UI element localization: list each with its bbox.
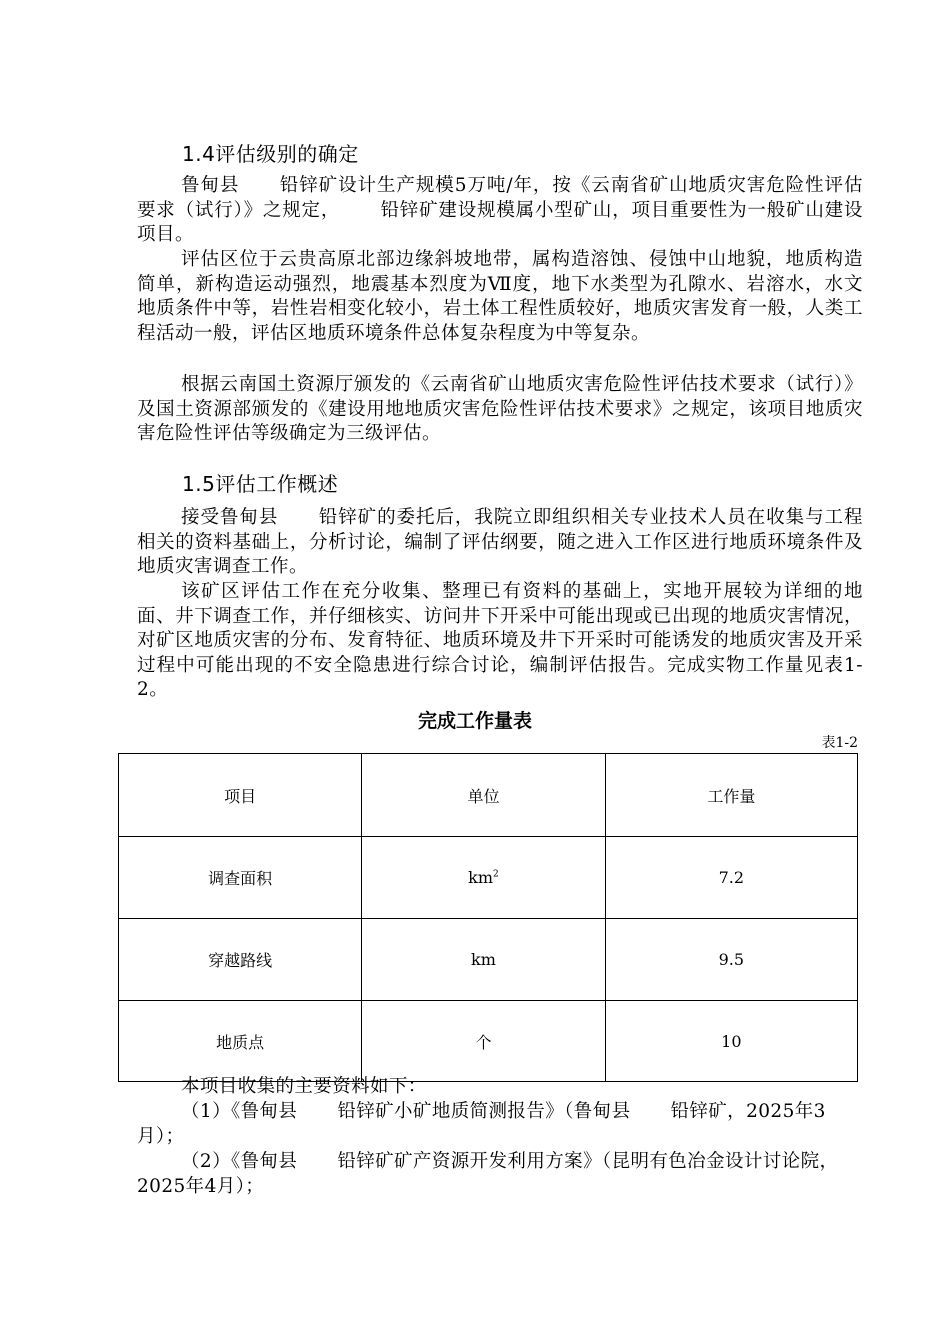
materials-intro: 本项目收集的主要资料如下： — [181, 1076, 427, 1097]
paragraph: 评估区位于云贵高原北部边缘斜坡地带，属构造溶蚀、侵蚀中山地貌，地质构造简单，新构造运动强烈，地震基本烈度为Ⅶ度，地下水类型为孔隙水、岩溶水，水文地质条件中等，岩性岩相变化较小，岩土体工程性质较好，地质灾害发育一般，人类工程活动一般，评估区地质环境条件总体复杂程度为中等复杂。 — [137, 249, 863, 344]
table-cell — [362, 919, 605, 1001]
unit-text: 个 — [475, 1032, 492, 1052]
materials-item — [137, 1150, 867, 1199]
table-cell: 调查面积 — [119, 837, 362, 919]
text: 铅锌矿小矿地质简测报告》（鲁甸县 — [337, 1101, 631, 1122]
text: （2）《鲁甸县 — [181, 1151, 298, 1172]
unit-text: km — [468, 868, 494, 887]
workload-table — [118, 753, 858, 1082]
table-row — [119, 837, 858, 919]
table-cell: 7.2 — [605, 837, 857, 919]
paragraph: 该矿区评估工作在充分收集、整理已有资料的基础上，实地开展较为详细的地面、井下调查工作，并仔细核实、访问井下开采中可能出现或已出现的地质灾害情况，对矿区地质灾害的分布、发育特征、地质环境及井下开采时可能诱发的地质灾害及开采过程中可能出现的不安全隐患进行综合讨论，编制评估报告。完成实物工作量见表1-2。 — [137, 581, 863, 700]
text: 铅锌矿，2025年3月）； — [137, 1101, 826, 1147]
text: 接受鲁甸县 — [181, 507, 279, 528]
table-cell: 10 — [605, 1001, 857, 1082]
paragraph — [137, 506, 863, 580]
table-number: 表1-2 — [821, 735, 858, 751]
text: （1）《鲁甸县 — [181, 1101, 298, 1122]
table-header-row — [119, 754, 858, 837]
materials-item — [137, 1100, 867, 1149]
paragraph: 根据云南国土资源厅颁发的《云南省矿山地质灾害危险性评估技术要求（试行）》及国土资源部颁发的《建设用地地质灾害危险性评估技术要求》之规定，该项目地质灾害危险性评估等级确定为三级评估。 — [137, 374, 863, 444]
table-cell — [362, 1001, 605, 1082]
text: 铅锌矿设计生产规模5万吨/年，按《云南省矿山地质灾害危险性评估要求（试行）》之规定， — [137, 175, 863, 221]
text: 铅锌矿建设规模属小型矿山，项目重要性为一般矿山建设项目。 — [137, 199, 863, 245]
header-cell: 项目 — [119, 754, 362, 837]
paragraph — [137, 174, 863, 248]
header-cell: 工作量 — [605, 754, 857, 837]
section-heading-1-5: 1.5评估工作概述 — [182, 472, 339, 496]
unit-superscript: 2 — [493, 869, 499, 880]
table-caption: 完成工作量表 — [417, 710, 532, 732]
header-cell: 单位 — [362, 754, 605, 837]
unit-text: km — [471, 950, 496, 969]
table-cell: 地质点 — [119, 1001, 362, 1082]
text: 鲁甸县 — [181, 175, 240, 196]
table-cell: 穿越路线 — [119, 919, 362, 1001]
section-heading-1-4: 1.4评估级别的确定 — [182, 142, 359, 166]
text: 铅锌矿矿产资源开发利用方案》（昆明有色冶金设计讨论院，2025年4月）； — [137, 1151, 839, 1197]
table-row — [119, 919, 858, 1001]
text: 铅锌矿的委托后，我院立即组织相关专业技术人员在收集与工程相关的资料基础上，分析讨论，编制了评估纲要，随之进入工作区进行地质环境条件及地质灾害调查工作。 — [137, 507, 863, 577]
table-cell: 9.5 — [605, 919, 857, 1001]
table-cell — [362, 837, 605, 919]
table-row — [119, 1001, 858, 1082]
